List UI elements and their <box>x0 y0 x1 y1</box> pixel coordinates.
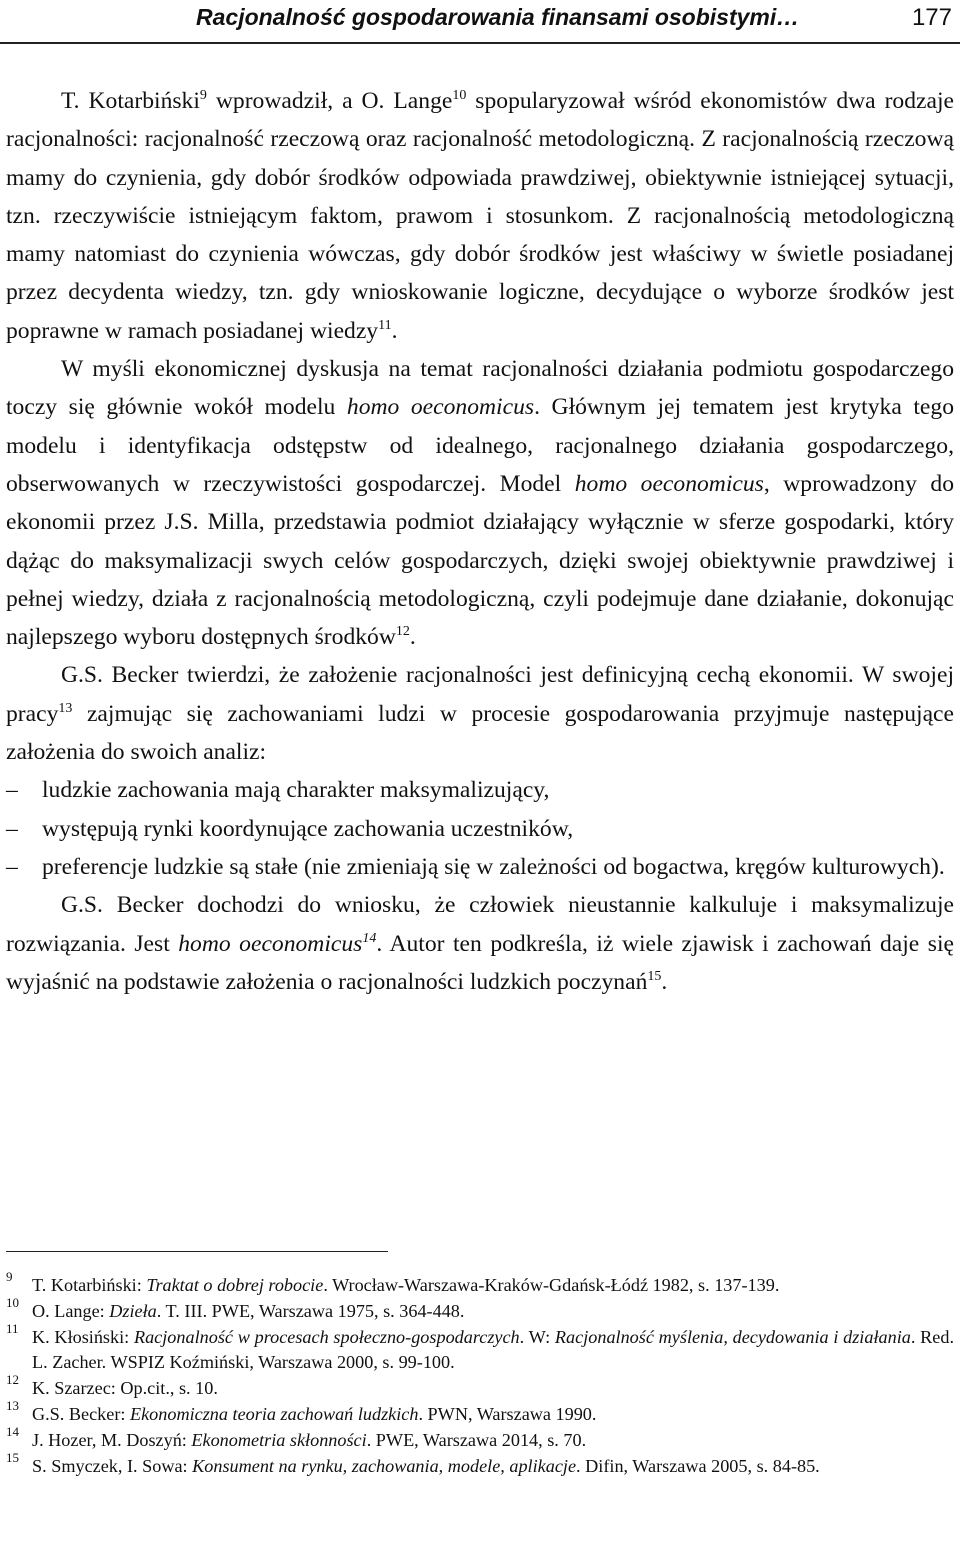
list-item-text: ludzkie zachowania mają charakter maksymalizujący, <box>42 777 550 804</box>
footnote-text: K. Szarzec: Op.cit., s. 10. <box>32 1378 218 1398</box>
footnote-number: 10 <box>6 1295 19 1310</box>
text-run: . <box>661 968 668 995</box>
footnote-text: S. Smyczek, I. Sowa: <box>32 1456 193 1476</box>
text-run: spopularyzował wśród ekonomistów dwa rodzaje racjonalności: racjonalność rzeczową oraz racjonalność metodologiczną. Z racjonalnością rzeczową mamy do czynienia, gdy dobór środków odpowiada prawdziwej, obiektywnie istniejącej sytuacji, tzn. rzeczywiście istniejącym faktom, prawom i stosunkom. Z racjonalnością metodologiczną mamy natomiast do czynienia wówczas, gdy dobór środków jest właściwy w świetle posiadanej przez decydenta wiedzy, tzn. gdy wnioskowanie logiczne, decydujące o wyborze środków jest poprawne w ramach posiadanej wiedzy <box>6 88 954 344</box>
paragraph-2 <box>6 350 954 656</box>
text-run: . Autor ten podkreśla, iż wiele zjawisk i zachowań daje się wyjaśnić na podstawie założenia o racjonalności ludzkich poczynań <box>6 930 954 995</box>
footnote-rule <box>6 1251 388 1252</box>
page-number: 177 <box>911 4 952 31</box>
footnote-text: T. Kotarbiński: <box>32 1275 147 1295</box>
text-run: . <box>391 317 398 344</box>
list-item-text: występują rynki koordynujące zachowania uczestników, <box>42 815 574 842</box>
footnote-ref-11: 11 <box>378 317 392 333</box>
text-run: T. Kotarbiński <box>61 88 200 114</box>
list-item-text: preferencje ludzkie są stałe (nie zmieniają się w zależności od bogactwa, kręgów kulturowych). <box>42 853 945 880</box>
footnote-text: . W: <box>519 1327 555 1347</box>
footnote-ref-14 <box>362 931 376 946</box>
footnote-number: 14 <box>6 1424 19 1439</box>
footnote <box>6 1295 954 1324</box>
header-rule <box>0 42 960 44</box>
assumption-list <box>6 771 954 886</box>
footnote-title: Traktat o dobrej robocie <box>146 1275 324 1295</box>
body-text <box>6 82 954 1001</box>
footnote-text: . PWN, Warszawa 1990. <box>418 1404 597 1424</box>
footnote-text: O. Lange: <box>32 1301 110 1321</box>
footnote <box>6 1424 954 1453</box>
footnote-title: Ekonometria skłonności <box>191 1430 367 1450</box>
footnote-title: Racjonalność w procesach społeczno-gospodarczych <box>133 1327 520 1347</box>
dash-bullet: – <box>6 777 18 804</box>
text-run: zajmując się zachowaniami ludzi w procesie gospodarowania przyjmuje następujące założenia do swoich analiz: <box>6 700 954 766</box>
footnote <box>6 1269 954 1298</box>
text-run: G.S. Becker dochodzi do wniosku, że człowiek nieustannie kalkuluje i maksymalizuje rozwiązania. Jest <box>6 892 954 957</box>
dash-bullet: – <box>6 815 18 842</box>
text-run: G.S. Becker twierdzi, że założenie racjonalności jest definicyjną cechą ekonomii. W swojej pracy <box>6 662 954 727</box>
footnotes <box>6 1269 954 1480</box>
italic-term: homo oeconomicus <box>178 930 363 957</box>
footnote-number: 15 <box>6 1450 19 1465</box>
italic-term: homo oeconomicus <box>574 470 764 497</box>
footnote-text: . T. III. PWE, Warszawa 1975, s. 364-448. <box>156 1301 465 1321</box>
text-run: . Głównym jej tematem jest krytyka tego modelu i identyfikacja odstępstw od idealnego, racjonalnego działania gospodarczego, obserwowanych w rzeczywistości gospodarczej. Model <box>6 394 954 497</box>
footnote-title: Racjonalność myślenia, decydowania i działania <box>554 1327 911 1347</box>
footnote <box>6 1372 954 1401</box>
footnote-text: . Difin, Warszawa 2005, s. 84-85. <box>576 1456 820 1476</box>
footnote-ref-15: 15 <box>647 968 662 984</box>
footnote-number: 12 <box>6 1372 19 1387</box>
footnote <box>6 1321 954 1375</box>
running-head <box>0 2 960 42</box>
footnote-text: . Red. L. Zacher. WSPIZ Koźmiński, Warszawa 2000, s. 99-100. <box>32 1327 954 1372</box>
footnote <box>6 1450 954 1479</box>
text-run: , wprowadzony do ekonomii przez J.S. Milla, przedstawia podmiot działający wyłącznie w sferze gospodarki, który dążąc do maksymalizacji swych celów gospodarczych, dzięki swojej obiektywnie prawdziwej i pełnej wiedzy, działa z racjonalnością metodologiczną, czyli podejmuje dane działanie, dokonując najlepszego wyboru dostępnych środków <box>6 470 954 651</box>
footnote-ref-10: 10 <box>452 88 467 104</box>
footnote-number: 9 <box>6 1269 13 1284</box>
footnote-ref-9: 9 <box>199 88 207 104</box>
paragraph-4 <box>6 886 954 1001</box>
footnote <box>6 1398 954 1427</box>
running-head-title: Racjonalność gospodarowania finansami osobistymi… <box>196 4 800 30</box>
text-run: . <box>409 624 416 651</box>
list-item <box>6 771 954 809</box>
footnote-number: 13 <box>6 1398 19 1413</box>
paragraph-1 <box>6 82 954 350</box>
italic-term: homo oeconomicus <box>346 394 535 421</box>
footnote-text: J. Hozer, M. Doszyń: <box>32 1430 192 1450</box>
paragraph-3 <box>6 656 954 771</box>
footnote-title: Dzieła <box>109 1301 157 1321</box>
footnote-title: Konsument na rynku, zachowania, modele, aplikacje <box>192 1456 577 1476</box>
footnote-ref-13: 13 <box>58 700 73 716</box>
text-run: W myśli ekonomicznej dyskusja na temat racjonalności działania podmiotu gospodarczego toczy się głównie wokół modelu <box>6 356 954 421</box>
footnote-ref-12: 12 <box>395 624 410 640</box>
text-run: wprowadził, a O. Lange <box>206 88 453 114</box>
footnote-number: 11 <box>6 1321 19 1336</box>
dash-bullet: – <box>6 853 18 880</box>
footnote-title: Ekonomiczna teoria zachowań ludzkich <box>130 1404 419 1424</box>
footnote-text: . PWE, Warszawa 2014, s. 70. <box>366 1430 587 1450</box>
footnote-text: K. Kłosiński: <box>32 1327 134 1347</box>
footnote-text: . Wrocław-Warszawa-Kraków-Gdańsk-Łódź 1982, s. 137-139. <box>323 1275 780 1295</box>
list-item <box>6 810 954 848</box>
footnote-ref-text: 14 <box>362 930 377 946</box>
list-item <box>6 848 954 886</box>
footnote-text: G.S. Becker: <box>32 1404 130 1424</box>
